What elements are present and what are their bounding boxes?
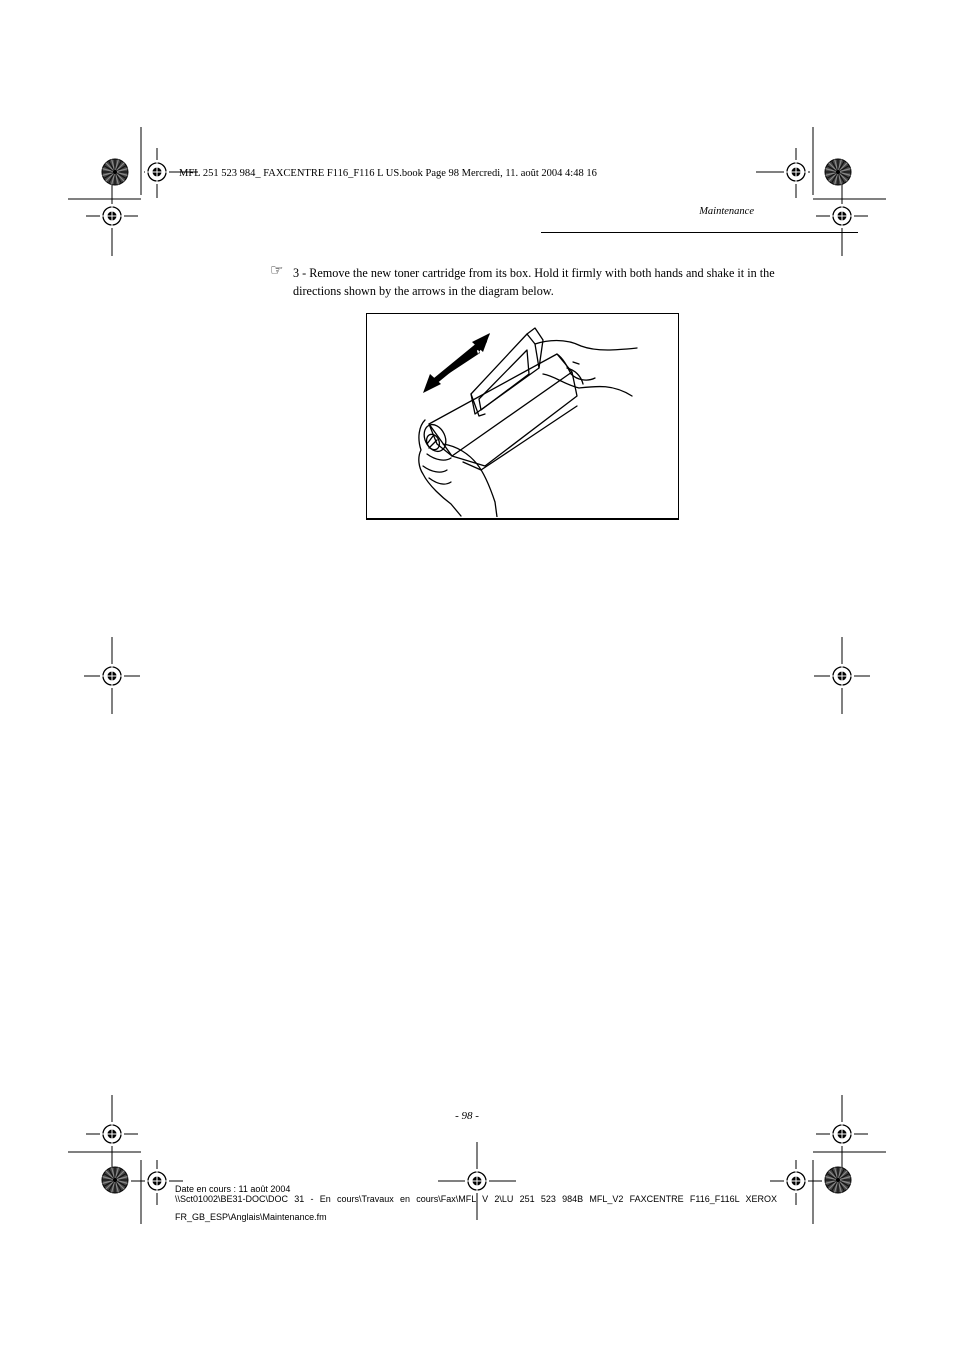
registration-target-icon [100, 204, 124, 228]
toner-shake-illustration [366, 313, 679, 520]
colour-disc-icon [825, 159, 851, 185]
colour-disc-icon [825, 1167, 851, 1193]
registration-target-icon [100, 1122, 124, 1146]
footer-file-path: \\Sct01002\BE31-DOC\DOC 31 - En cours\Travaux en cours\Fax\MFL V 2\LU 251 523 984B MFL_V2 FAXCENTRE F116_F116L XEROX [175, 1194, 777, 1204]
running-header-title: Maintenance [699, 206, 754, 217]
step-3-instruction: 3 - Remove the new toner cartridge from its box. Hold it firmly with both hands and shake it in the directions shown by the arrows in the diagram below. [293, 266, 775, 298]
registration-target-icon [830, 1122, 854, 1146]
hand-pointing-right-icon: ☞ [270, 263, 284, 279]
page-number: - 98 - [455, 1110, 479, 1122]
colour-disc-icon [102, 159, 128, 185]
registration-target-icon [830, 664, 854, 688]
registration-target-icon [465, 1169, 489, 1193]
registration-target-icon [100, 664, 124, 688]
registration-target-icon [830, 204, 854, 228]
toner-cartridge [420, 328, 577, 470]
colour-disc-icon [102, 1167, 128, 1193]
footer-file-name: FR_GB_ESP\Anglais\Maintenance.fm [175, 1212, 327, 1222]
registration-target-icon [145, 1169, 169, 1193]
header-rule [541, 232, 858, 233]
registration-target-icon [784, 160, 808, 184]
registration-target-icon [784, 1169, 808, 1193]
registration-target-icon [145, 160, 169, 184]
footer-date: Date en cours : 11 août 2004 [175, 1184, 291, 1194]
print-job-info: MFL 251 523 984_ FAXCENTRE F116_F116 L US.book Page 98 Mercredi, 11. août 2004 4:48 16 [179, 168, 597, 179]
